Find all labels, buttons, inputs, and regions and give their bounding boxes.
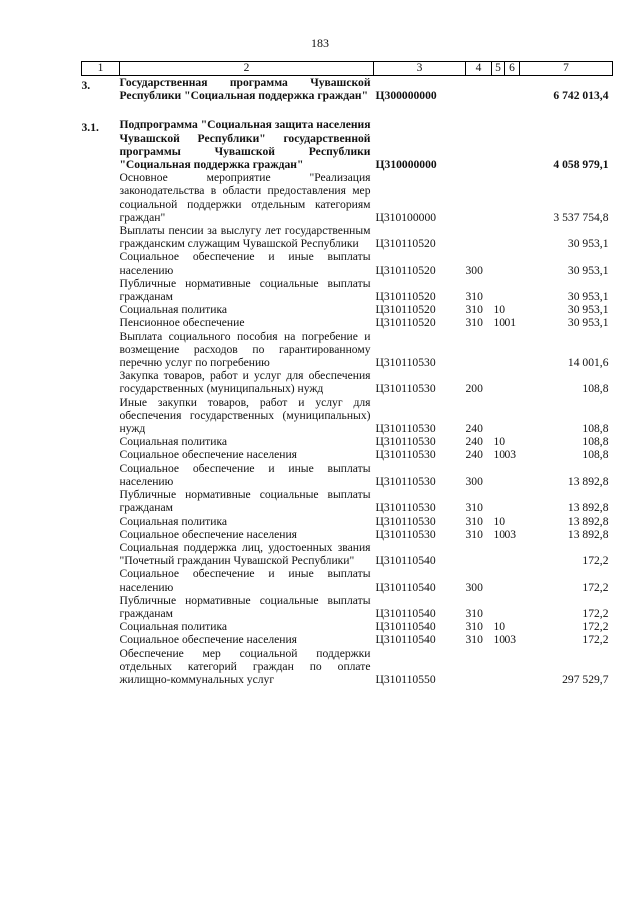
section-code bbox=[492, 594, 505, 620]
row-description: Публичные нормативные социальные выплаты гражданам bbox=[119, 276, 371, 304]
target-code: Ц310110540 bbox=[375, 633, 436, 647]
section-code bbox=[492, 396, 505, 436]
expense-type: 300 bbox=[465, 474, 483, 488]
row-number bbox=[82, 396, 120, 436]
subsection-code bbox=[505, 277, 520, 303]
expense-type: 300 bbox=[465, 580, 483, 594]
row-description: Социальное обеспечение и иные выплаты населению bbox=[119, 567, 371, 594]
section-code bbox=[492, 330, 505, 370]
target-code: Ц310110530 bbox=[375, 474, 436, 488]
target-code: Ц310110530 bbox=[375, 514, 436, 528]
subsection-code bbox=[505, 515, 520, 528]
subsection-code bbox=[505, 224, 520, 250]
expense-type: 310 bbox=[465, 501, 483, 515]
row-number bbox=[82, 620, 120, 633]
subsection-code bbox=[505, 330, 520, 370]
row-description: Иные закупки товаров, работ и услуг для обеспечения государственных (муниципальных) нужд bbox=[119, 395, 371, 436]
section-code: 10 bbox=[493, 514, 506, 528]
row-number bbox=[82, 171, 120, 224]
table-row bbox=[82, 594, 613, 620]
row-number bbox=[82, 528, 120, 541]
row-amount: 172,2 bbox=[582, 554, 609, 568]
row-description: Социальная политика bbox=[119, 620, 228, 634]
row-description: Публичные нормативные социальные выплаты гражданам bbox=[119, 488, 371, 515]
row-amount: 30 953,1 bbox=[567, 237, 609, 251]
header-col-7: 7 bbox=[520, 62, 613, 76]
expense-type: 310 bbox=[465, 303, 483, 317]
table-row bbox=[82, 462, 613, 488]
subsection-code bbox=[505, 250, 520, 276]
target-code: Ц310110520 bbox=[375, 237, 436, 251]
table-row bbox=[82, 567, 613, 593]
row-description: Обеспечение мер социальной поддержки отдельных категорий граждан по оплате жилищно-коммунальных услуг bbox=[119, 646, 371, 686]
subsection-code bbox=[505, 303, 520, 316]
row-number bbox=[82, 633, 120, 646]
section-code bbox=[492, 118, 505, 171]
row-amount: 6 742 013,4 bbox=[553, 89, 609, 103]
row-amount: 108,8 bbox=[582, 422, 609, 436]
table-row bbox=[82, 118, 613, 171]
row-amount: 172,2 bbox=[582, 606, 609, 620]
table-row bbox=[82, 171, 613, 224]
row-number bbox=[82, 462, 120, 488]
row-description: Выплата социального пособия на погребение и возмещение расходов по гарантированному перечню услуг по погребению bbox=[119, 329, 371, 370]
row-description: Социальная политика bbox=[119, 303, 228, 317]
section-code: 10 bbox=[493, 316, 506, 330]
table-row bbox=[82, 541, 613, 567]
row-description: Социальная поддержка лиц, удостоенных звания "Почетный гражданин Чувашской Республики" bbox=[119, 540, 371, 568]
expense-type: 310 bbox=[465, 514, 483, 528]
row-number bbox=[82, 541, 120, 567]
subsection-code: 03 bbox=[504, 448, 517, 462]
table-row bbox=[82, 435, 613, 448]
target-code: Ц310110520 bbox=[375, 316, 436, 330]
row-amount: 13 892,8 bbox=[567, 474, 609, 488]
row-amount: 4 058 979,1 bbox=[553, 158, 609, 172]
header-col-2: 2 bbox=[120, 62, 374, 76]
row-description: Основное мероприятие "Реализация законодательства в области предоставления мер социальной поддержки отдельным категориям граждан" bbox=[119, 171, 371, 224]
table-row bbox=[82, 528, 613, 541]
section-code bbox=[492, 171, 505, 224]
table-row bbox=[82, 330, 613, 370]
target-code: Ц310110540 bbox=[375, 606, 436, 620]
row-number bbox=[82, 224, 120, 250]
row-amount: 3 537 754,8 bbox=[553, 210, 609, 224]
section-code bbox=[492, 369, 505, 395]
row-description: Выплаты пенсии за выслугу лет государственным гражданским служащим Чувашской Республики bbox=[119, 224, 371, 251]
row-amount: 30 953,1 bbox=[567, 263, 609, 277]
expense-type: 310 bbox=[465, 633, 483, 647]
subsection-code bbox=[505, 594, 520, 620]
section-code: 10 bbox=[493, 448, 506, 462]
row-number bbox=[82, 488, 120, 514]
expense-type bbox=[466, 171, 492, 224]
target-code: Ц310110530 bbox=[375, 527, 436, 541]
expense-type bbox=[466, 224, 492, 250]
section-code: 10 bbox=[493, 303, 506, 317]
subsection-code bbox=[505, 118, 520, 171]
target-code: Ц310110520 bbox=[375, 263, 436, 277]
expense-type bbox=[466, 118, 492, 171]
section-code bbox=[492, 567, 505, 593]
row-description: Социальное обеспечение и иные выплаты населению bbox=[119, 250, 371, 277]
row-number bbox=[82, 567, 120, 593]
table-row bbox=[82, 303, 613, 316]
target-code: Ц300000000 bbox=[375, 89, 437, 103]
subsection-code: 01 bbox=[504, 316, 517, 330]
subsection-code bbox=[505, 396, 520, 436]
row-description: Социальная политика bbox=[119, 514, 228, 528]
section-code: 10 bbox=[493, 633, 506, 647]
section-code bbox=[492, 541, 505, 567]
row-number bbox=[82, 448, 120, 461]
expense-type: 310 bbox=[465, 290, 483, 304]
table-row bbox=[82, 369, 613, 395]
row-amount: 13 892,8 bbox=[567, 527, 609, 541]
target-code: Ц310110550 bbox=[375, 672, 436, 686]
header-row bbox=[82, 62, 613, 76]
row-description: Социальное обеспечение населения bbox=[119, 448, 298, 462]
expense-type bbox=[466, 541, 492, 567]
row-amount: 30 953,1 bbox=[567, 316, 609, 330]
subsection-code bbox=[505, 647, 520, 687]
target-code: Ц310110520 bbox=[375, 303, 436, 317]
row-number bbox=[82, 647, 120, 687]
row-amount: 108,8 bbox=[582, 435, 609, 449]
row-amount: 30 953,1 bbox=[567, 290, 609, 304]
table-row bbox=[82, 515, 613, 528]
subsection-code bbox=[505, 171, 520, 224]
expense-type: 240 bbox=[465, 448, 483, 462]
section-code bbox=[492, 647, 505, 687]
subsection-code bbox=[505, 620, 520, 633]
budget-table bbox=[81, 61, 613, 686]
header-col-3: 3 bbox=[374, 62, 466, 76]
target-code: Ц310110540 bbox=[375, 580, 436, 594]
table-row bbox=[82, 316, 613, 329]
section-code bbox=[492, 76, 505, 103]
table-body bbox=[82, 76, 613, 687]
row-amount: 13 892,8 bbox=[567, 501, 609, 515]
header-col-5: 5 bbox=[492, 62, 505, 76]
target-code: Ц310110520 bbox=[375, 290, 436, 304]
row-number bbox=[82, 369, 120, 395]
section-code bbox=[492, 277, 505, 303]
section-code bbox=[492, 224, 505, 250]
subsection-code bbox=[505, 435, 520, 448]
table-row bbox=[82, 448, 613, 461]
table-row bbox=[82, 620, 613, 633]
row-number bbox=[82, 515, 120, 528]
table-row bbox=[82, 277, 613, 303]
section-code bbox=[492, 250, 505, 276]
row-number: 3. bbox=[81, 79, 91, 92]
section-code: 10 bbox=[493, 527, 506, 541]
expense-type: 310 bbox=[465, 316, 483, 330]
target-code: Ц310110530 bbox=[375, 356, 436, 370]
row-amount: 108,8 bbox=[582, 448, 609, 462]
expense-type: 240 bbox=[465, 422, 483, 436]
target-code: Ц310110540 bbox=[375, 620, 436, 634]
expense-type bbox=[466, 330, 492, 370]
expense-type bbox=[466, 76, 492, 103]
expense-type bbox=[466, 647, 492, 687]
header-col-4: 4 bbox=[466, 62, 492, 76]
row-amount: 108,8 bbox=[582, 382, 609, 396]
target-code: Ц310110530 bbox=[375, 448, 436, 462]
target-code: Ц310110530 bbox=[375, 501, 436, 515]
row-number bbox=[82, 303, 120, 316]
target-code: Ц310110530 bbox=[375, 422, 436, 436]
header-col-1: 1 bbox=[82, 62, 120, 76]
target-code: Ц310110540 bbox=[375, 554, 436, 568]
subsection-code bbox=[505, 567, 520, 593]
row-amount: 297 529,7 bbox=[562, 672, 609, 686]
target-code: Ц310100000 bbox=[375, 210, 437, 224]
table-row bbox=[82, 396, 613, 436]
table-header bbox=[82, 62, 613, 76]
table-row bbox=[82, 488, 613, 514]
row-description: Подпрограмма "Социальная защита населения Чувашской Республики" государственной программы Чувашской Республики "Социальная поддержка граждан" bbox=[119, 118, 371, 172]
row-description: Пенсионное обеспечение bbox=[119, 316, 245, 330]
expense-type: 300 bbox=[465, 263, 483, 277]
spacer-cell bbox=[82, 102, 613, 118]
section-code: 10 bbox=[493, 620, 506, 634]
target-code: Ц310000000 bbox=[375, 158, 437, 172]
target-code: Ц310110530 bbox=[375, 382, 436, 396]
row-amount: 172,2 bbox=[582, 620, 609, 634]
subsection-code bbox=[505, 541, 520, 567]
expense-type: 310 bbox=[465, 606, 483, 620]
section-code bbox=[492, 488, 505, 514]
header-col-6: 6 bbox=[505, 62, 520, 76]
subsection-code bbox=[505, 488, 520, 514]
row-description: Социальное обеспечение и иные выплаты населению bbox=[119, 461, 371, 488]
row-number bbox=[82, 330, 120, 370]
row-number bbox=[82, 435, 120, 448]
section-code bbox=[492, 462, 505, 488]
subsection-code bbox=[505, 462, 520, 488]
section-code: 10 bbox=[493, 435, 506, 449]
table-row bbox=[82, 224, 613, 250]
row-number bbox=[82, 250, 120, 276]
table-row bbox=[82, 76, 613, 103]
row-description: Социальная политика bbox=[119, 435, 228, 449]
row-amount: 172,2 bbox=[582, 580, 609, 594]
row-spacer bbox=[82, 102, 613, 118]
expense-type: 310 bbox=[465, 527, 483, 541]
row-description: Социальное обеспечение населения bbox=[119, 633, 298, 647]
row-number bbox=[82, 316, 120, 329]
row-amount: 172,2 bbox=[582, 633, 609, 647]
row-number bbox=[82, 594, 120, 620]
subsection-code: 03 bbox=[504, 527, 517, 541]
table-row bbox=[82, 647, 613, 687]
row-description: Публичные нормативные социальные выплаты гражданам bbox=[119, 593, 371, 620]
expense-type: 240 bbox=[465, 435, 483, 449]
page-number: 183 bbox=[311, 36, 329, 50]
table-row bbox=[82, 633, 613, 646]
expense-type: 200 bbox=[465, 382, 483, 396]
row-description: Закупка товаров, работ и услуг для обеспечения государственных (муниципальных) нужд bbox=[119, 369, 371, 396]
subsection-code: 03 bbox=[504, 633, 517, 647]
row-amount: 13 892,8 bbox=[567, 514, 609, 528]
subsection-code bbox=[505, 76, 520, 103]
table-row bbox=[82, 250, 613, 276]
row-amount: 14 001,6 bbox=[567, 356, 609, 370]
target-code: Ц310110530 bbox=[375, 435, 436, 449]
expense-type: 310 bbox=[465, 620, 483, 634]
row-description: Социальное обеспечение населения bbox=[119, 527, 298, 541]
row-amount: 30 953,1 bbox=[567, 303, 609, 317]
row-description: Государственная программа Чувашской Республики "Социальная поддержка граждан" bbox=[119, 76, 371, 103]
row-number: 3.1. bbox=[81, 121, 99, 135]
row-number bbox=[82, 277, 120, 303]
subsection-code bbox=[505, 369, 520, 395]
